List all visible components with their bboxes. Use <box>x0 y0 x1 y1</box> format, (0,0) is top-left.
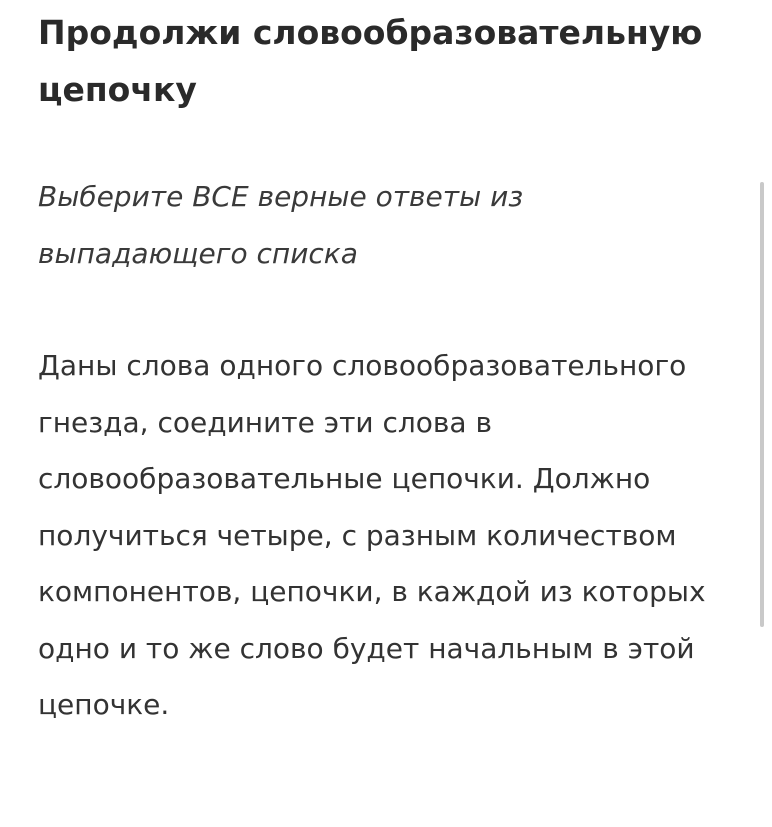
task-content <box>38 0 728 734</box>
page-title: Продолжи словообразовательную цепочку <box>38 13 703 109</box>
vertical-scrollbar[interactable] <box>760 182 764 627</box>
task-description: Даны слова одного словообразовательного гнезда, соедините эти слова в словообразовательные цепочки. Должно получиться четыре, с разным количеством компонентов, цепочки, в каждой из которых одно и то же слово будет начальным в этой цепочке. <box>38 349 706 721</box>
task-instruction: Выберите ВСЕ верные ответы из выпадающего списка <box>38 180 524 270</box>
